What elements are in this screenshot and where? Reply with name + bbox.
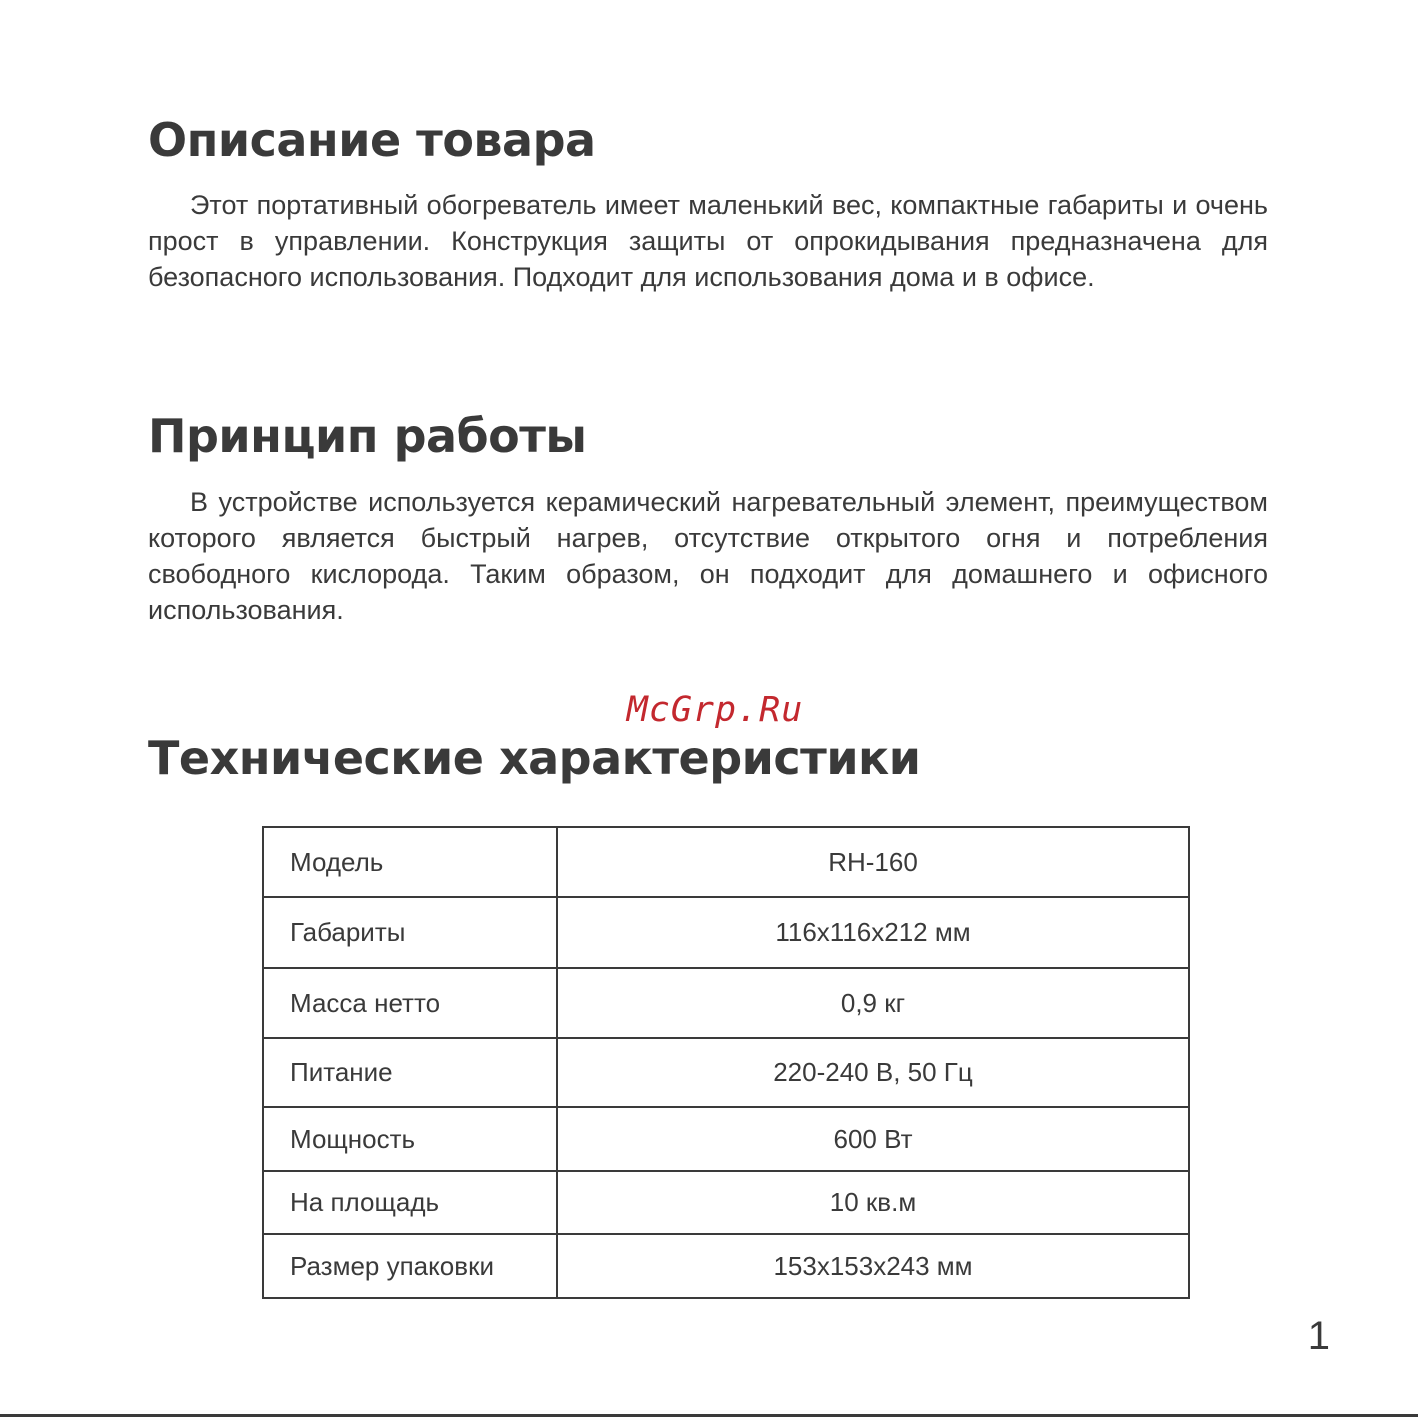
page-number: 1 bbox=[1307, 1314, 1330, 1358]
spec-label: Питание bbox=[263, 1038, 557, 1107]
spec-label: Габариты bbox=[263, 897, 557, 968]
table-row bbox=[263, 1171, 1189, 1234]
spec-value: RH-160 bbox=[557, 827, 1189, 897]
table-row bbox=[263, 1107, 1189, 1171]
spec-value: 0,9 кг bbox=[557, 968, 1189, 1038]
table-row bbox=[263, 1234, 1189, 1298]
spec-value: 116x116x212 мм bbox=[557, 897, 1189, 968]
description-paragraph: Этот портативный обогреватель имеет маленький вес, компактные габариты и очень прост в управлении. Конструкция защиты от опрокидывания предназначена для безопасного использования. Подходит для использования дома и в офисе. bbox=[148, 190, 1268, 292]
spec-value: 220-240 В, 50 Гц bbox=[557, 1038, 1189, 1107]
spec-value: 153x153x243 мм bbox=[557, 1234, 1189, 1298]
watermark-text: McGrp.Ru bbox=[626, 690, 804, 730]
table-row bbox=[263, 968, 1189, 1038]
description-heading: Описание товара bbox=[148, 113, 596, 167]
table-row bbox=[263, 1038, 1189, 1107]
spec-label: Масса нетто bbox=[263, 968, 557, 1038]
spec-label: Размер упаковки bbox=[263, 1234, 557, 1298]
specs-table bbox=[262, 826, 1190, 1299]
spec-label: Модель bbox=[263, 827, 557, 897]
spec-value: 10 кв.м bbox=[557, 1171, 1189, 1234]
bottom-divider bbox=[0, 1414, 1418, 1417]
principle-paragraph: В устройстве используется керамический нагревательный элемент, преимуществом которого является быстрый нагрев, отсутствие открытого огня и потребления свободного кислорода. Таким образом, он подходит для домашнего и офисного использования. bbox=[148, 487, 1268, 625]
specs-heading: Технические характеристики bbox=[148, 731, 921, 785]
table-row bbox=[263, 897, 1189, 968]
spec-value: 600 Вт bbox=[557, 1107, 1189, 1171]
spec-label: На площадь bbox=[263, 1171, 557, 1234]
table-row bbox=[263, 827, 1189, 897]
spec-label: Мощность bbox=[263, 1107, 557, 1171]
principle-heading: Принцип работы bbox=[148, 409, 587, 463]
